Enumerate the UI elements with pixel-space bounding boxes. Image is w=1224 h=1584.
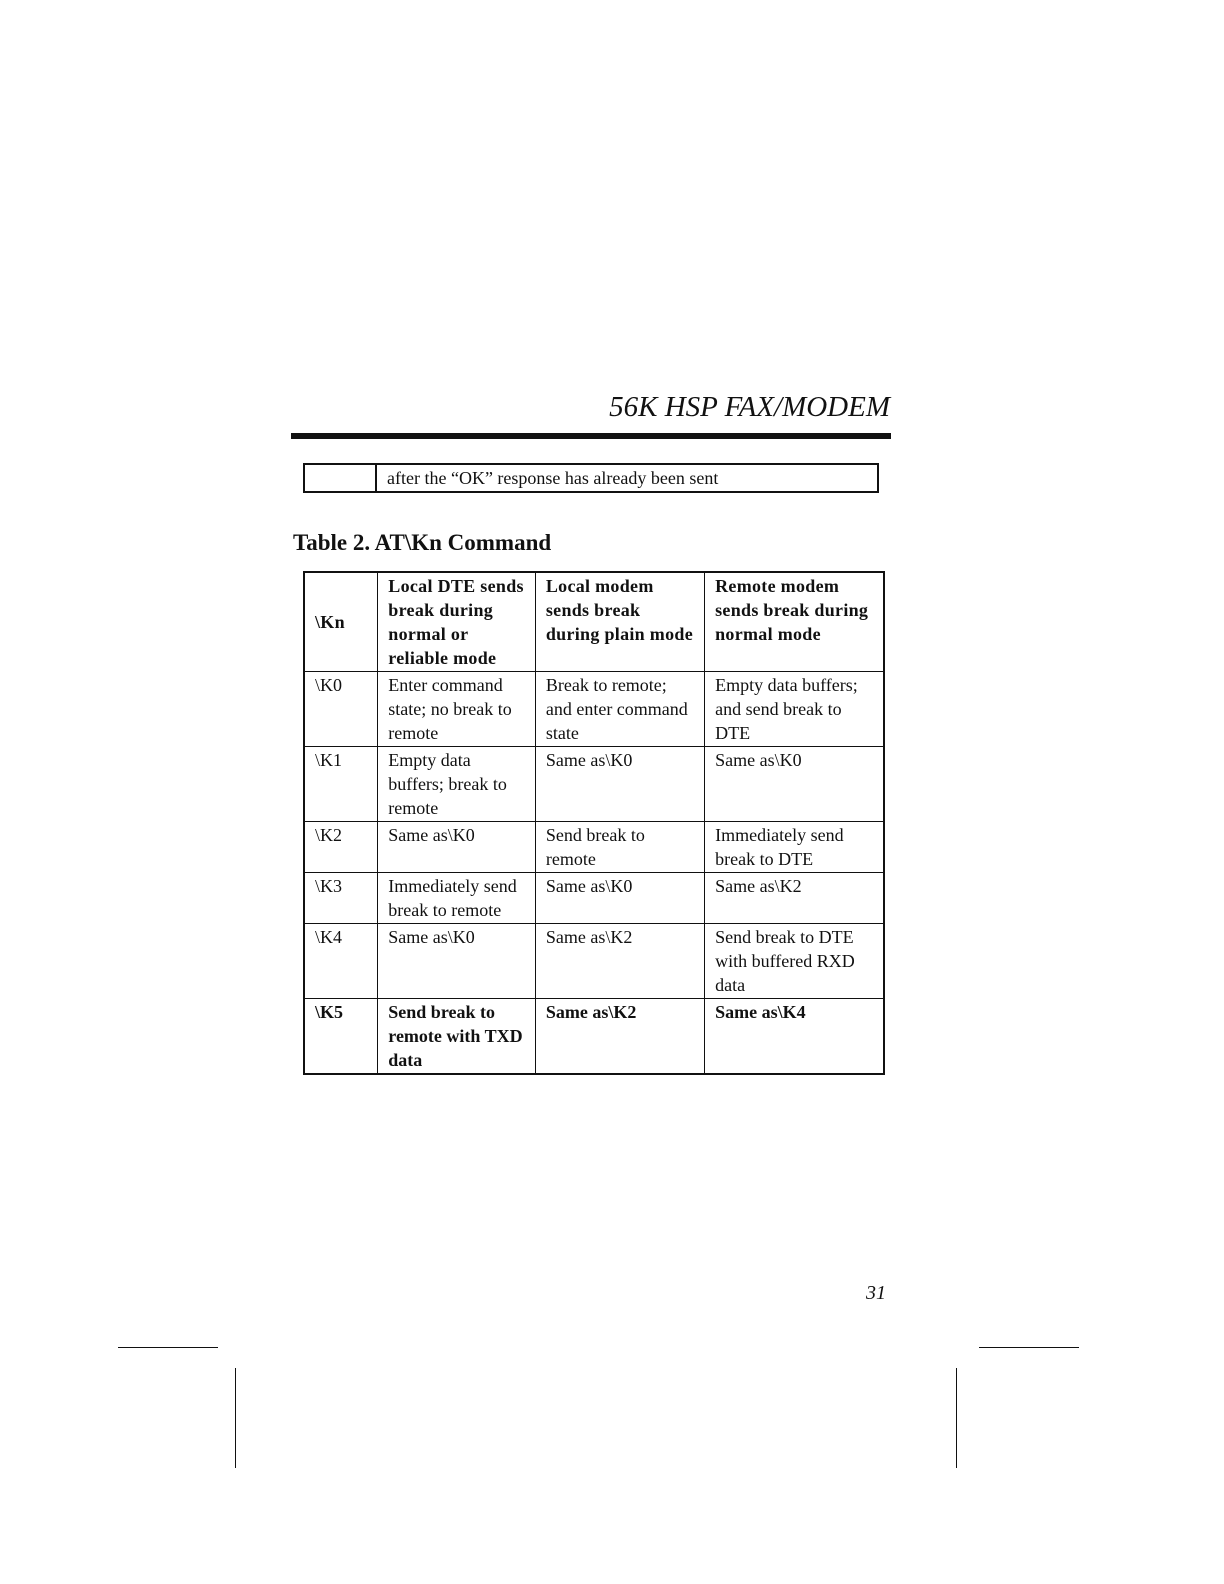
cell-local-dte: Same as\K0 <box>378 822 536 873</box>
header-local-modem: Local modem sends break during plain mode <box>535 572 704 672</box>
cell-local-modem: Send break to remote <box>535 822 704 873</box>
cell-local-modem: Same as\K2 <box>535 924 704 999</box>
cell-local-dte: Empty data buffers; break to remote <box>378 747 536 822</box>
continued-empty-cell <box>305 465 377 491</box>
cell-local-dte: Same as\K0 <box>378 924 536 999</box>
page-header-title: 56K HSP FAX/MODEM <box>609 391 890 423</box>
cell-command: \K3 <box>304 873 378 924</box>
continued-cell-text: after the “OK” response has already been sent <box>387 468 719 488</box>
cell-command: \K0 <box>304 672 378 747</box>
kn-command-table <box>303 571 885 1075</box>
cell-remote-modem: Immediately send break to DTE <box>705 822 884 873</box>
crop-mark-left-vertical <box>235 1368 236 1468</box>
cell-local-modem: Break to remote; and enter command state <box>535 672 704 747</box>
cell-command: \K4 <box>304 924 378 999</box>
table-row <box>304 822 884 873</box>
table-row <box>304 924 884 999</box>
cell-local-dte: Enter command state; no break to remote <box>378 672 536 747</box>
crop-mark-right-horizontal <box>979 1347 1079 1348</box>
table-row <box>304 747 884 822</box>
cell-remote-modem: Same as\K4 <box>705 999 884 1075</box>
table-row <box>304 999 884 1075</box>
header-remote-modem: Remote modem sends break during normal mode <box>705 572 884 672</box>
cell-local-dte: Immediately send break to remote <box>378 873 536 924</box>
cell-command: \K1 <box>304 747 378 822</box>
crop-mark-left-horizontal <box>118 1347 218 1348</box>
cell-remote-modem: Same as\K0 <box>705 747 884 822</box>
page-number: 31 <box>866 1282 886 1304</box>
crop-mark-right-vertical <box>956 1368 957 1468</box>
continued-table-row <box>303 463 879 493</box>
cell-command: \K2 <box>304 822 378 873</box>
cell-remote-modem: Empty data buffers; and send break to DTE <box>705 672 884 747</box>
table-row <box>304 672 884 747</box>
cell-local-modem: Same as\K0 <box>535 873 704 924</box>
table-row <box>304 873 884 924</box>
cell-local-modem: Same as\K0 <box>535 747 704 822</box>
table-caption: Table 2. AT\Kn Command <box>293 530 552 555</box>
cell-remote-modem: Same as\K2 <box>705 873 884 924</box>
header-kn: \Kn <box>304 572 378 672</box>
table-header-row <box>304 572 884 672</box>
cell-local-modem: Same as\K2 <box>535 999 704 1075</box>
cell-remote-modem: Send break to DTE with buffered RXD data <box>705 924 884 999</box>
header-local-dte: Local DTE sends break during normal or reliable mode <box>378 572 536 672</box>
header-rule <box>291 433 891 439</box>
cell-local-dte: Send break to remote with TXD data <box>378 999 536 1075</box>
cell-command: \K5 <box>304 999 378 1075</box>
